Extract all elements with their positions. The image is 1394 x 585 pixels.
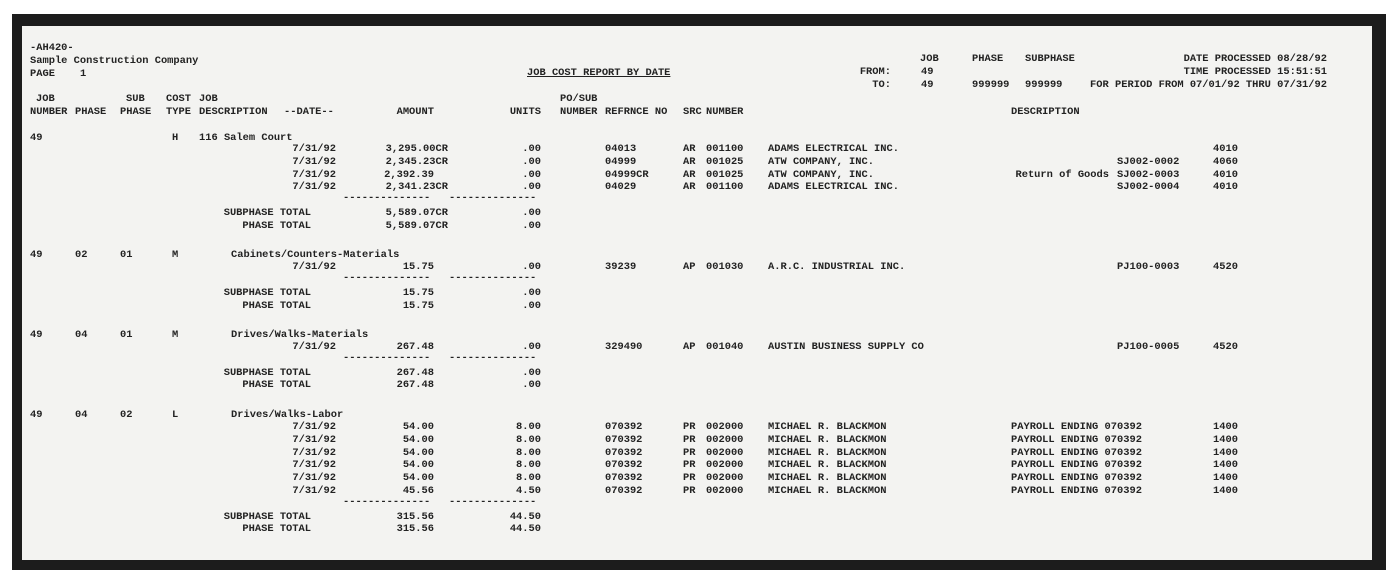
entry-date: 7/31/92 [292, 155, 336, 168]
group-description: Cabinets/Counters-Materials [231, 249, 400, 262]
phase-total-units: 44.50 [509, 523, 541, 536]
col-po-1: PO/SUB [560, 93, 598, 105]
entry-reference: 329490 [605, 341, 643, 354]
entry-account: 4520 [1213, 341, 1238, 354]
entry-amount: 267.48 [396, 341, 434, 354]
entry-reference: 04029 [605, 181, 637, 194]
to-subphase: 999999 [1025, 79, 1063, 91]
entry-reference: 070392 [605, 433, 643, 446]
phase-total-amount: 15.75 [402, 299, 434, 312]
entry-number: 002000 [706, 433, 744, 446]
col-phase-2: PHASE [75, 106, 107, 118]
entry-src: PR [683, 472, 696, 485]
separator-units: -------------- [449, 351, 537, 364]
group-job: 49 [30, 408, 43, 421]
entry-src: AP [683, 341, 696, 354]
scanned-page-frame [12, 14, 1386, 570]
group-job: 49 [30, 329, 43, 342]
entry-amount: 2,345.23CR [385, 155, 448, 168]
entry-units: .00 [522, 168, 541, 181]
phase-total-label: PHASE TOTAL [242, 299, 311, 312]
report-code: -AH420- [30, 42, 74, 54]
entry-number: 001040 [706, 341, 744, 354]
entry-src: PR [683, 484, 696, 497]
separator-units: -------------- [449, 495, 537, 508]
subphase-total-amount: 15.75 [402, 286, 434, 299]
entry-src: PR [683, 446, 696, 459]
entry-ref: SJ002-0003 [1117, 168, 1180, 181]
entry-account: 1400 [1213, 472, 1238, 485]
entry-reference: 070392 [605, 420, 643, 433]
separator-amount: -------------- [343, 495, 431, 508]
entry-vendor: A.R.C. INDUSTRIAL INC. [768, 261, 906, 274]
entry-src: AP [683, 261, 696, 274]
entry-amount: 15.75 [402, 261, 434, 274]
entry-src: AR [683, 168, 696, 181]
entry-date: 7/31/92 [292, 168, 336, 181]
entry-src: PR [683, 433, 696, 446]
entry-units: 4.50 [516, 484, 541, 497]
company-name: Sample Construction Company [30, 55, 199, 67]
entry-date: 7/31/92 [292, 420, 336, 433]
entry-reference: 070392 [605, 459, 643, 472]
col-date: --DATE-- [284, 106, 334, 118]
entry-amount: 2,392.39 [384, 168, 434, 181]
entry-account: 1400 [1213, 446, 1238, 459]
subphase-total-units: .00 [522, 286, 541, 299]
entry-src: PR [683, 459, 696, 472]
separator-units: -------------- [449, 192, 537, 205]
from-job: 49 [921, 66, 934, 78]
entry-reference: 04999CR [605, 168, 649, 181]
entry-date: 7/31/92 [292, 143, 336, 155]
entry-amount: 2,341.23CR [385, 181, 448, 194]
entry-date: 7/31/92 [292, 472, 336, 485]
entry-units: 8.00 [516, 459, 541, 472]
entry-account: 4520 [1213, 261, 1238, 274]
entry-vendor: MICHAEL R. BLACKMON [768, 433, 887, 446]
entry-reference: 04999 [605, 155, 637, 168]
group-cost-type: M [172, 249, 179, 262]
entry-reference: 04013 [605, 143, 637, 155]
phase-total-label: PHASE TOTAL [242, 523, 311, 536]
group-phase: 02 [75, 249, 88, 262]
to-job: 49 [921, 79, 934, 91]
entry-src: PR [683, 420, 696, 433]
entry-units: 8.00 [516, 446, 541, 459]
entry-vendor: MICHAEL R. BLACKMON [768, 459, 887, 472]
group-cost-type: M [172, 329, 179, 342]
subphase-total-amount: 5,589.07CR [385, 207, 448, 219]
entry-amount: 45.56 [402, 484, 434, 497]
entry-number: 001100 [706, 143, 744, 155]
to-phase: 999999 [972, 79, 1010, 91]
entry-number: 002000 [706, 484, 744, 497]
entry-account: 4010 [1213, 181, 1238, 194]
entry-vendor: ATW COMPANY, INC. [768, 168, 875, 181]
entry-account: 1400 [1213, 459, 1238, 472]
entry-account: 4010 [1213, 168, 1238, 181]
range-header-job: JOB [920, 53, 939, 65]
entry-description: PAYROLL ENDING 070392 [1011, 459, 1142, 472]
entry-units: .00 [522, 155, 541, 168]
col-src: SRC [683, 106, 702, 118]
entry-number: 002000 [706, 446, 744, 459]
entry-date: 7/31/92 [292, 341, 336, 354]
entry-amount: 3,295.00CR [385, 143, 448, 155]
phase-total-units: .00 [522, 299, 541, 312]
entry-src: AR [683, 143, 696, 155]
entry-account: 1400 [1213, 433, 1238, 446]
col-description-2: DESCRIPTION [199, 106, 268, 118]
group-cost-type: H [172, 132, 179, 144]
entry-account: 4010 [1213, 143, 1238, 155]
entry-vendor: ATW COMPANY, INC. [768, 155, 875, 168]
entry-account: 1400 [1213, 420, 1238, 433]
date-processed: DATE PROCESSED 08/28/92 [1183, 53, 1327, 65]
entry-units: .00 [522, 341, 541, 354]
range-header-phase: PHASE [972, 53, 1004, 65]
entry-amount: 54.00 [402, 433, 434, 446]
entry-vendor: ADAMS ELECTRICAL INC. [768, 181, 899, 194]
col-job-2: NUMBER [30, 106, 68, 118]
entry-date: 7/31/92 [292, 446, 336, 459]
subphase-total-units: .00 [522, 207, 541, 219]
entry-src: AR [683, 181, 696, 194]
report-title: JOB COST REPORT BY DATE [527, 67, 671, 79]
entry-description: PAYROLL ENDING 070392 [1011, 420, 1142, 433]
entry-vendor: MICHAEL R. BLACKMON [768, 472, 887, 485]
entry-units: .00 [522, 261, 541, 274]
entry-number: 002000 [706, 472, 744, 485]
entry-number: 001025 [706, 155, 744, 168]
entry-vendor: AUSTIN BUSINESS SUPPLY CO [768, 341, 924, 354]
group-job: 49 [30, 249, 43, 262]
group-subphase: 01 [120, 249, 133, 262]
phase-total-amount: 315.56 [396, 523, 434, 536]
entry-units: .00 [522, 143, 541, 155]
entry-ref: SJ002-0002 [1117, 155, 1180, 168]
subphase-total-label: SUBPHASE TOTAL [223, 366, 311, 379]
to-label: TO: [872, 79, 891, 91]
entry-units: .00 [522, 181, 541, 194]
from-label: FROM: [859, 66, 891, 78]
entry-number: 002000 [706, 420, 744, 433]
entry-ref: PJ100-0005 [1117, 341, 1180, 354]
col-line-description: DESCRIPTION [1011, 106, 1080, 118]
entry-description: PAYROLL ENDING 070392 [1011, 433, 1142, 446]
col-amount: AMOUNT [396, 106, 434, 118]
page-label: PAGE [30, 68, 55, 80]
entry-date: 7/31/92 [292, 181, 336, 194]
group-description: Drives/Walks-Materials [231, 329, 369, 342]
phase-total-amount: 267.48 [396, 379, 434, 392]
subphase-total-units: 44.50 [509, 510, 541, 523]
page-number: 1 [80, 68, 87, 80]
col-reference: REFRNCE NO [605, 106, 668, 118]
phase-total-label: PHASE TOTAL [242, 379, 311, 392]
entry-description: Return of Goods [1015, 168, 1109, 181]
entry-account: 1400 [1213, 484, 1238, 497]
entry-number: 002000 [706, 459, 744, 472]
entry-date: 7/31/92 [292, 433, 336, 446]
group-description: Drives/Walks-Labor [231, 408, 344, 421]
entry-vendor: MICHAEL R. BLACKMON [768, 484, 887, 497]
subphase-total-units: .00 [522, 366, 541, 379]
separator-amount: -------------- [343, 192, 431, 205]
entry-reference: 070392 [605, 484, 643, 497]
time-processed: TIME PROCESSED 15:51:51 [1183, 66, 1327, 78]
report-period: FOR PERIOD FROM 07/01/92 THRU 07/31/92 [1090, 79, 1327, 91]
range-header-subphase: SUBPHASE [1025, 53, 1075, 65]
entry-reference: 39239 [605, 261, 637, 274]
subphase-total-label: SUBPHASE TOTAL [223, 510, 311, 523]
group-subphase: 02 [120, 408, 133, 421]
group-job: 49 [30, 132, 43, 144]
entry-ref: SJ002-0004 [1117, 181, 1180, 194]
entry-date: 7/31/92 [292, 261, 336, 274]
group-phase: 04 [75, 408, 88, 421]
entry-src: AR [683, 155, 696, 168]
col-subphase-1: SUB [126, 93, 145, 105]
col-subphase-2: PHASE [120, 106, 152, 118]
col-job-1: JOB [36, 93, 55, 105]
group-subphase: 01 [120, 329, 133, 342]
entry-vendor: ADAMS ELECTRICAL INC. [768, 143, 899, 155]
separator-amount: -------------- [343, 272, 431, 285]
phase-total-label: PHASE TOTAL [242, 219, 311, 232]
entry-units: 8.00 [516, 433, 541, 446]
entry-description: PAYROLL ENDING 070392 [1011, 472, 1142, 485]
separator-amount: -------------- [343, 351, 431, 364]
col-cost-type-1: COST [166, 93, 191, 105]
separator-units: -------------- [449, 272, 537, 285]
entry-date: 7/31/92 [292, 484, 336, 497]
subphase-total-amount: 267.48 [396, 366, 434, 379]
group-cost-type: L [172, 408, 179, 421]
entry-reference: 070392 [605, 472, 643, 485]
group-phase: 04 [75, 329, 88, 342]
subphase-total-label: SUBPHASE TOTAL [223, 286, 311, 299]
col-number: NUMBER [706, 106, 744, 118]
group-description: 116 Salem Court [199, 132, 293, 144]
entry-reference: 070392 [605, 446, 643, 459]
entry-description: PAYROLL ENDING 070392 [1011, 484, 1142, 497]
entry-vendor: MICHAEL R. BLACKMON [768, 446, 887, 459]
col-cost-type-2: TYPE [166, 106, 191, 118]
entry-number: 001025 [706, 168, 744, 181]
entry-vendor: MICHAEL R. BLACKMON [768, 420, 887, 433]
entry-units: 8.00 [516, 420, 541, 433]
col-description-1: JOB [199, 93, 218, 105]
subphase-total-amount: 315.56 [396, 510, 434, 523]
entry-units: 8.00 [516, 472, 541, 485]
phase-total-amount: 5,589.07CR [385, 219, 448, 232]
entry-account: 4060 [1213, 155, 1238, 168]
col-units: UNITS [509, 106, 541, 118]
phase-total-units: .00 [522, 219, 541, 232]
entry-amount: 54.00 [402, 420, 434, 433]
entry-ref: PJ100-0003 [1117, 261, 1180, 274]
col-po-2: NUMBER [560, 106, 598, 118]
entry-date: 7/31/92 [292, 459, 336, 472]
entry-number: 001030 [706, 261, 744, 274]
entry-number: 001100 [706, 181, 744, 194]
entry-description: PAYROLL ENDING 070392 [1011, 446, 1142, 459]
entry-amount: 54.00 [402, 459, 434, 472]
subphase-total-label: SUBPHASE TOTAL [223, 207, 311, 219]
phase-total-units: .00 [522, 379, 541, 392]
entry-amount: 54.00 [402, 446, 434, 459]
entry-amount: 54.00 [402, 472, 434, 485]
